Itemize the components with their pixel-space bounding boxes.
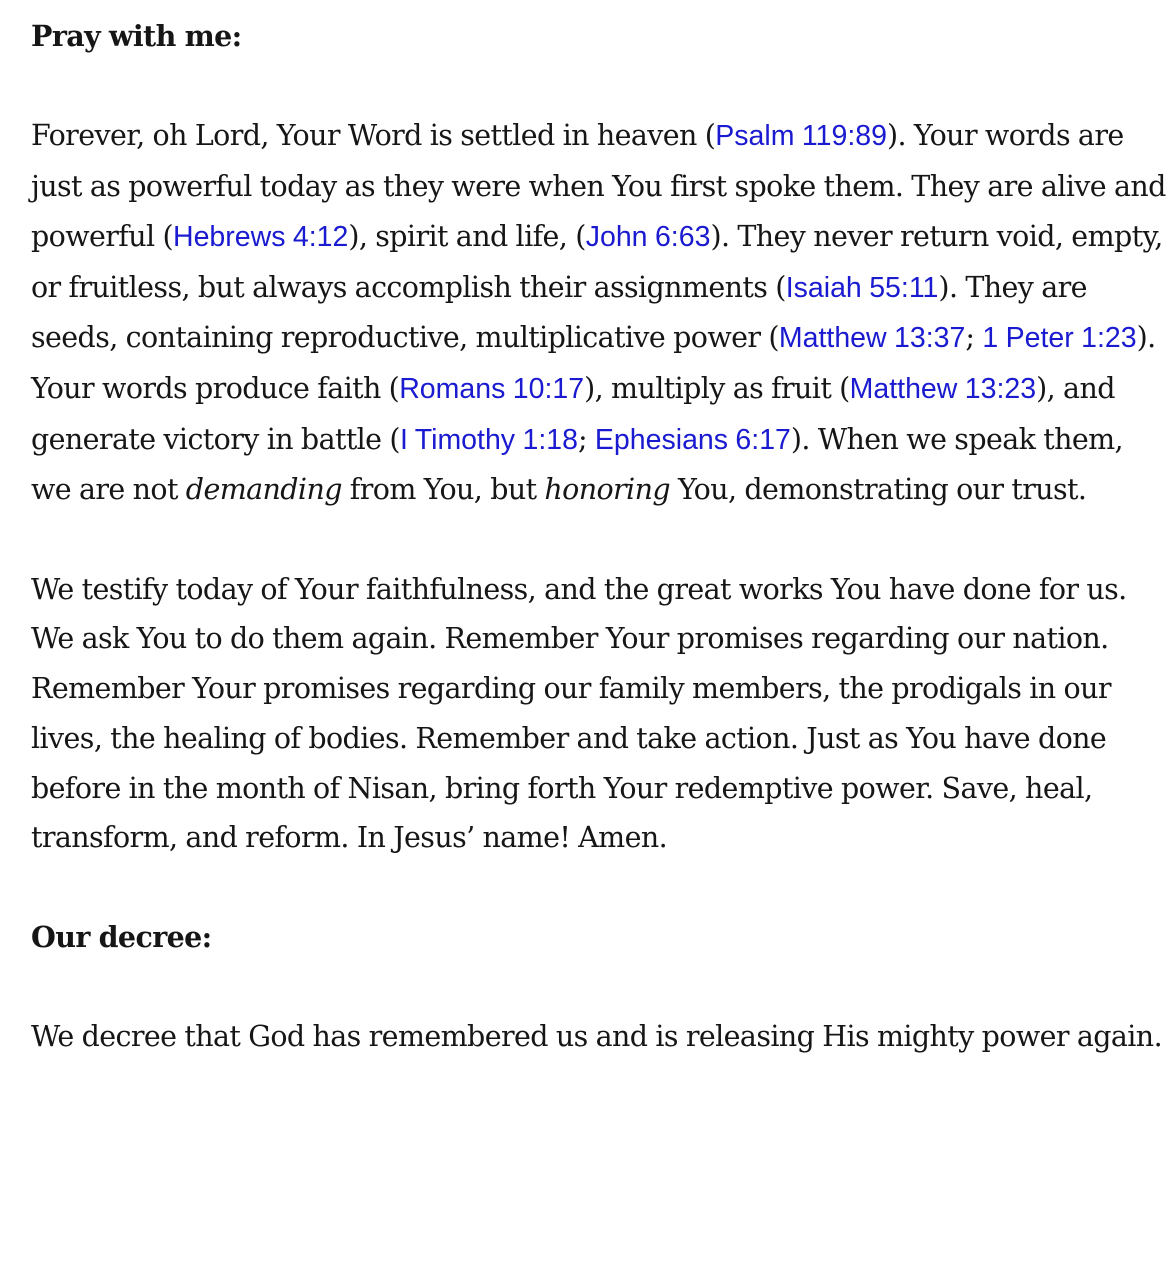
emphasis-demanding: demanding	[185, 473, 342, 507]
scripture-link-1-peter-1-23[interactable]: 1 Peter 1:23	[982, 322, 1137, 355]
scripture-link-matthew-13-37[interactable]: Matthew 13:37	[778, 322, 966, 355]
text-run: ). Your words are just as powerful today as they were when You first spoke them. They are alive and powerful (	[31, 119, 1166, 253]
text-run: ). Your words produce faith (	[31, 321, 1156, 405]
scripture-link-psalm-119-89[interactable]: Psalm 119:89	[715, 120, 887, 153]
scripture-link-john-6-63[interactable]: John 6:63	[585, 220, 711, 253]
decree-paragraph: We decree that God has remembered us and is releasing His mighty power again.	[31, 1020, 1163, 1053]
text-run: ). When we speak them, we are not	[31, 422, 1124, 507]
scripture-link-hebrews-4-12[interactable]: Hebrews 4:12	[172, 220, 349, 253]
spacer	[31, 515, 1166, 565]
decree-heading: Our decree:	[31, 919, 212, 954]
text-run: ). They are seeds, containing reproductive, multiplicative power (	[31, 270, 1087, 355]
emphasis-honoring: honoring	[544, 473, 670, 507]
scripture-link-i-timothy-1-18[interactable]: I Timothy 1:18	[399, 423, 578, 456]
text-run: from You, but	[341, 473, 545, 507]
text-run: ;	[577, 422, 595, 456]
text-run: You, demonstrating our trust.	[669, 473, 1087, 507]
spacer	[31, 863, 1166, 913]
prayer-paragraph-1	[31, 111, 1166, 515]
spacer	[31, 62, 1166, 112]
text-run: ). They never return void, empty, or fruitless, but always accomplish their assignments (	[31, 219, 1163, 304]
prayer-heading: Pray with me:	[31, 19, 242, 53]
text-run: ), and generate victory in battle (	[31, 371, 1115, 456]
spacer	[31, 962, 1166, 1012]
article-body	[31, 12, 1166, 1062]
scripture-link-matthew-13-23[interactable]: Matthew 13:23	[849, 372, 1037, 405]
text-run: ), multiply as fruit (	[584, 371, 850, 405]
prayer-paragraph-2: We testify today of Your faithfulness, and the great works You have done for us. We ask You to do them again. Remember Your promises regarding our nation. Remember Your promises regarding our family members, the prodigals in our lives, the healing of bodies. Remember and take action. Just as You have done before in the month of Nisan, bring forth Your redemptive power. Save, heal, transform, and reform. In Jesus’ name! Amen.	[31, 572, 1127, 855]
scripture-link-romans-10-17[interactable]: Romans 10:17	[399, 372, 585, 405]
scripture-link-ephesians-6-17[interactable]: Ephesians 6:17	[594, 423, 791, 456]
text-run: Forever, oh Lord, Your Word is settled in heaven (	[31, 119, 716, 153]
text-run: ), spirit and life, (	[348, 219, 586, 253]
text-run: ;	[965, 321, 983, 355]
scripture-link-isaiah-55-11[interactable]: Isaiah 55:11	[785, 271, 939, 304]
